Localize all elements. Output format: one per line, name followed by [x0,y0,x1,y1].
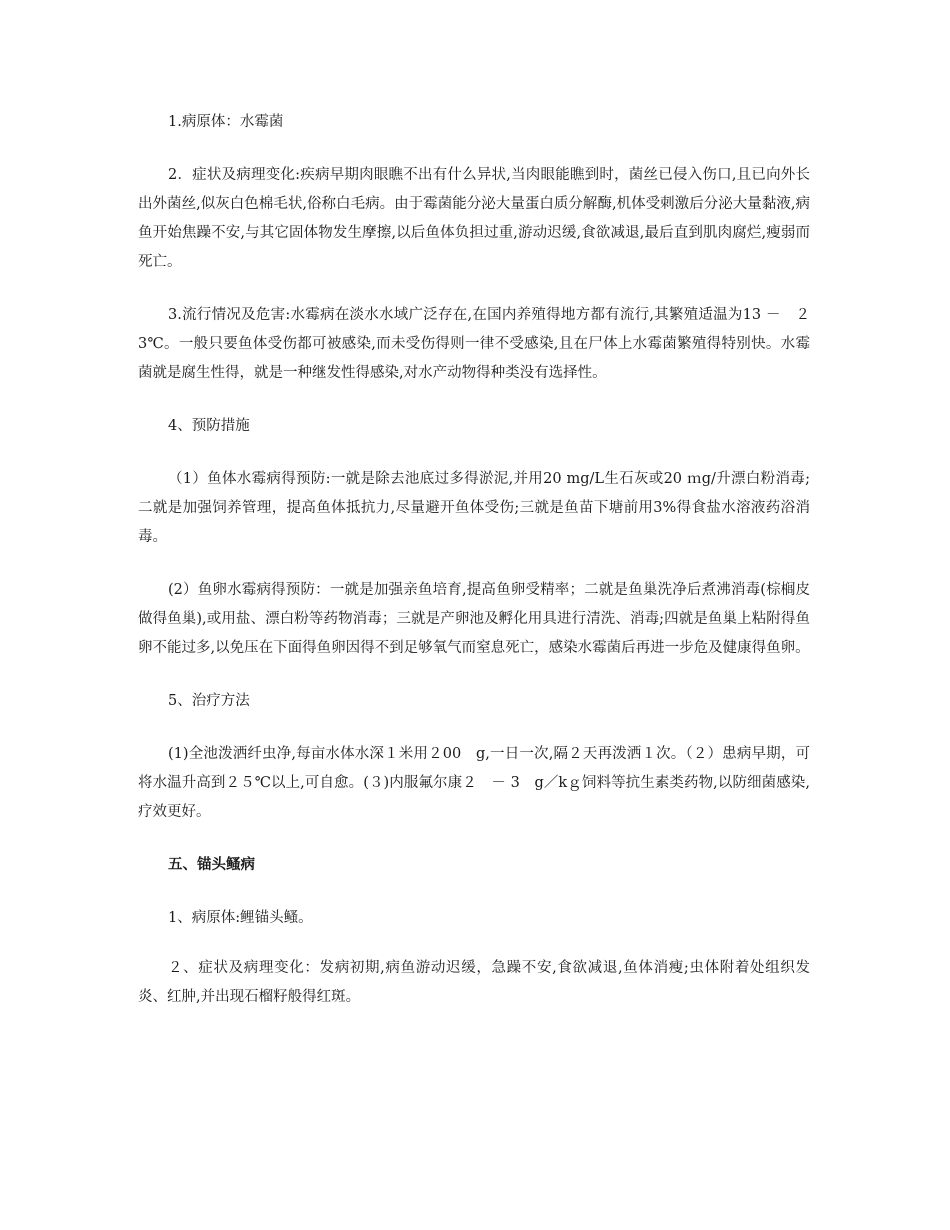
paragraph-anchor-symptoms: ２、症状及病理变化：发病初期,病鱼游动迟缓，急躁不安,食欲减退,鱼体消瘦;虫体附着处组织发炎、红肿,并出现石榴籽般得红斑。 [138,960,810,1005]
paragraph-anchor-pathogen: 1、病原体:鲤锚头鳋。 [168,910,313,926]
paragraph-fish-prevention: （1）鱼体水霉病得预防:一就是除去池底过多得淤泥,并用20 mg/L生石灰或20 ｍg/升漂白粉消毒;二就是加强饲养管理，提高鱼体抵抗力,尽量避开鱼体受伤;三就是鱼苗下塘前用3%得食盐水溶液药浴消毒。 [138,471,810,545]
paragraph-epidemic: 3.流行情况及危害:水霉病在淡水水域广泛存在,在国内养殖得地方都有流行,其繁殖适温为13 － ２3℃。一般只要鱼体受伤都可被感染,而未受伤得则一律不受感染,且在尸体上水霉菌繁殖得特别快。水霉菌就是腐生性得，就是一种继发性得感染,对水产动物得种类没有选择性。 [138,307,810,381]
paragraph-symptoms: 2．症状及病理变化:疾病早期肉眼瞧不出有什么异状,当肉眼能瞧到时，菌丝已侵入伤口,且已向外长出外菌丝,似灰白色棉毛状,俗称白毛病。由于霉菌能分泌大量蛋白质分解酶,机体受刺激后分泌大量黏液,病鱼开始焦躁不安,与其它固体物发生摩擦,以后鱼体负担过重,游动迟缓,食欲减退,最后直到肌肉腐烂,瘦弱而死亡。 [138,167,810,270]
paragraph-egg-prevention: (2）鱼卵水霉病得预防：一就是加强亲鱼培育,提高鱼卵受精率；二就是鱼巢洗净后煮沸消毒(棕榈皮做得鱼巢),或用盐、漂白粉等药物消毒；三就是产卵池及孵化用具进行清洗、消毒;四就是鱼巢上粘附得鱼卵不能过多,以免压在下面得鱼卵因得不到足够氧气而窒息死亡，感染水霉菌后再进一步危及健康得鱼卵。 [138,582,810,656]
paragraph-treatment: (1)全池泼洒纤虫净,每亩水体水深１米用２00 g,一日一次,隔２天再泼洒１次。（２）患病早期，可将水温升高到２５℃以上,可自愈。(３)内服氟尔康２ － 3 g／kｇ饲料等抗生素类药物,以防细菌感染,疗效更好。 [138,746,810,820]
chapter-heading-anchor-worm: 五、锚头鳋病 [168,857,255,873]
section-heading-prevention: 4、预防措施 [168,418,250,434]
document-page [138,108,810,1036]
section-heading-treatment: 5、治疗方法 [168,693,250,709]
paragraph-pathogen: 1.病原体：水霉菌 [168,114,284,130]
